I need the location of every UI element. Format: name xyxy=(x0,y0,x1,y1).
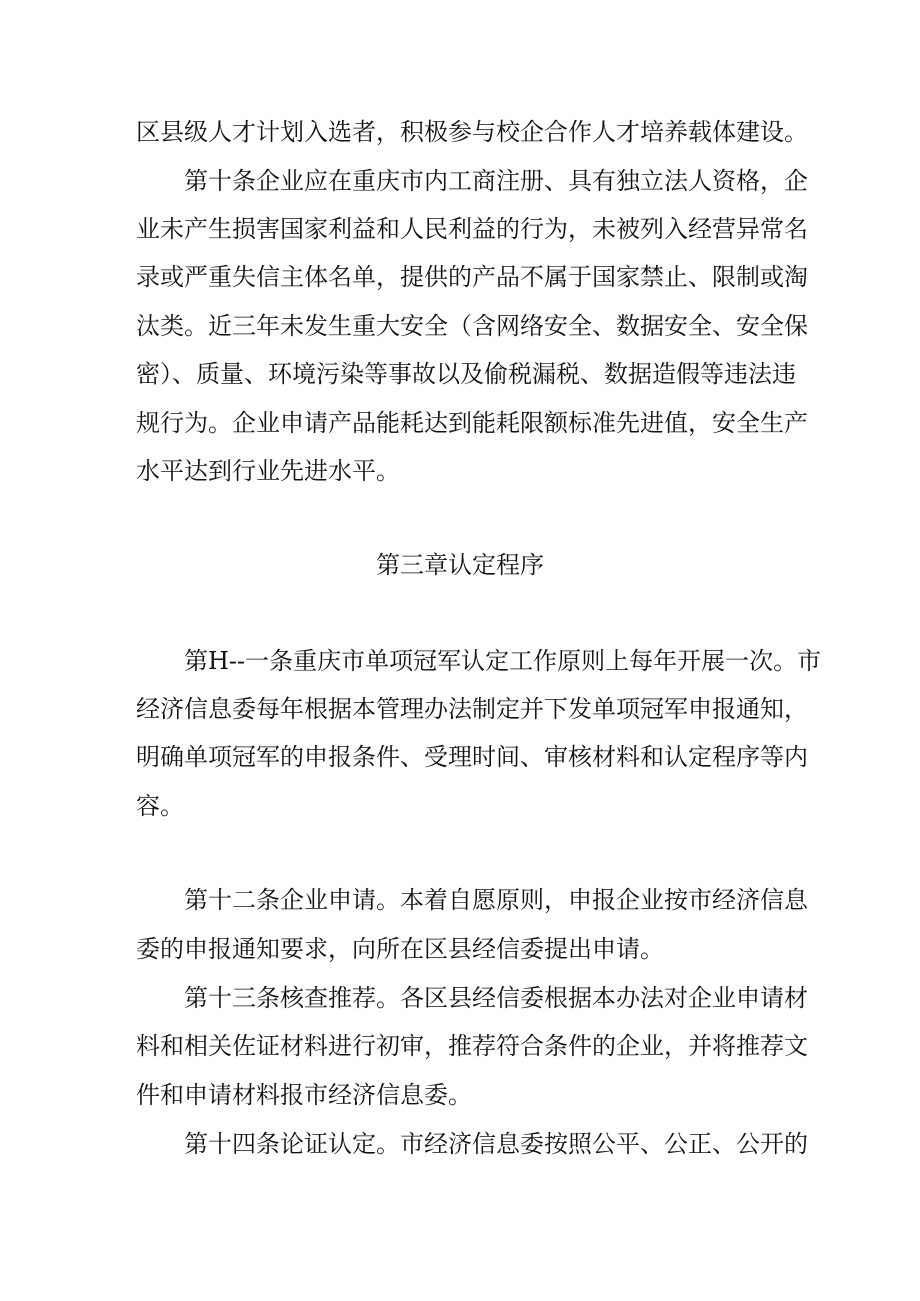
article-10-line: 水平达到行业先进水平。 xyxy=(136,457,400,485)
article-14-line: 第十四条论证认定。市经济信息委按照公平、公正、公开的 xyxy=(184,1130,808,1158)
article-10-line: 汰类。近三年未发生重大安全（含网络安全、数据安全、安全保 xyxy=(136,312,808,340)
article-13-line: 件和申请材料报市经济信息委。 xyxy=(136,1081,472,1109)
chapter-heading: 第三章认定程序 xyxy=(376,551,544,579)
article-12-line: 委的申报通知要求，向所在区县经信委提出申请。 xyxy=(136,935,664,963)
article-13-line: 第十三条核查推荐。各区县经信委根据本办法对企业申请材 xyxy=(184,984,808,1012)
article-10-line: 密）、质量、环境污染等事故以及偷税漏税、数据造假等违法违 xyxy=(136,360,796,388)
article-11-line: 容。 xyxy=(136,792,184,820)
article-11-line: 明确单项冠军的申报条件、受理时间、审核材料和认定程序等内 xyxy=(136,743,808,771)
article-10-line: 业未产生损害国家利益和人民利益的行为，未被列入经营异常名 xyxy=(136,215,808,243)
article-10-line: 规行为。企业申请产品能耗达到能耗限额标准先进值，安全生产 xyxy=(136,409,808,437)
article-10-line: 第十条企业应在重庆市内工商注册、具有独立法人资格，企 xyxy=(184,167,808,195)
article-12-line: 第十二条企业申请。本着自愿原则，申报企业按市经济信息 xyxy=(184,886,808,914)
article-13-line: 料和相关佐证材料进行初审，推荐符合条件的企业，并将推荐文 xyxy=(136,1032,808,1060)
article-11-line: 第H--一条重庆市单项冠军认定工作原则上每年开展一次。市 xyxy=(184,647,822,675)
paragraph-line: 区县级人才计划入选者，积极参与校企合作人才培养载体建设。 xyxy=(136,118,808,146)
article-11-line: 经济信息委每年根据本管理办法制定并下发单项冠军申报通知， xyxy=(136,695,808,723)
article-10-line: 录或严重失信主体名单，提供的产品不属于国家禁止、限制或淘 xyxy=(136,263,808,291)
